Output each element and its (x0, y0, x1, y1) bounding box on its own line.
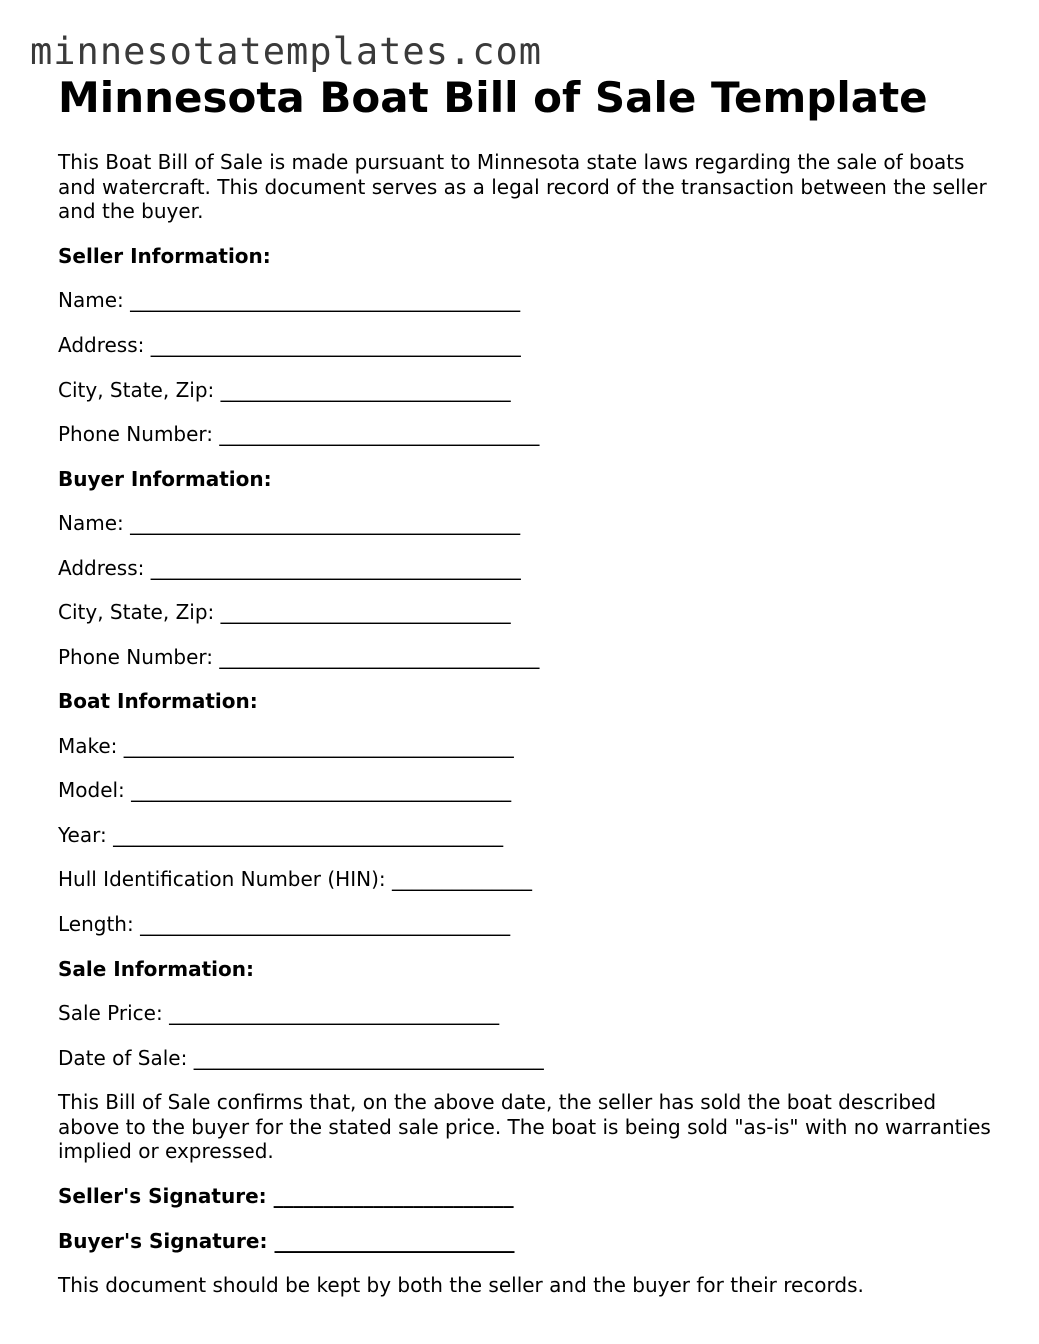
site-watermark: minnesotatemplates.com (30, 30, 543, 73)
sale-section-heading: Sale Information: (58, 957, 254, 981)
seller-name-blank: _______________________________________ (130, 288, 521, 312)
buyer-city-field (58, 600, 511, 624)
sale-price-label: Sale Price: (58, 1001, 163, 1025)
boat-length-blank: _____________________________________ (140, 912, 511, 936)
boat-model-label: Model: (58, 778, 125, 802)
buyer-city-label: City, State, Zip: (58, 600, 215, 624)
buyer-phone-blank: ________________________________ (219, 645, 540, 669)
boat-make-field (58, 734, 514, 758)
seller-section-heading: Seller Information: (58, 244, 271, 268)
sale-date-field (58, 1046, 544, 1070)
buyer-signature-blank: ________________________ (274, 1229, 515, 1253)
boat-model-field (58, 778, 511, 802)
buyer-name-label: Name: (58, 511, 124, 535)
seller-name-label: Name: (58, 288, 124, 312)
boat-year-blank: _______________________________________ (113, 823, 504, 847)
seller-city-field (58, 378, 511, 402)
intro-paragraph: This Boat Bill of Sale is made pursuant to Minnesota state laws regarding the sale of boats and watercraft. This document serves as a legal record of the transaction between the seller and the buyer. (58, 150, 987, 223)
sale-date-blank: ___________________________________ (193, 1046, 544, 1070)
seller-city-blank: _____________________________ (220, 378, 511, 402)
buyer-name-blank: _______________________________________ (130, 511, 521, 535)
boat-length-label: Length: (58, 912, 134, 936)
boat-year-field (58, 823, 503, 847)
boat-model-blank: ______________________________________ (131, 778, 512, 802)
seller-name-field (58, 288, 520, 312)
buyer-phone-label: Phone Number: (58, 645, 214, 669)
seller-signature-field (58, 1184, 514, 1208)
seller-city-label: City, State, Zip: (58, 378, 215, 402)
boat-year-label: Year: (58, 823, 107, 847)
seller-phone-field (58, 422, 539, 446)
boat-make-blank: _______________________________________ (123, 734, 514, 758)
buyer-signature-label: Buyer's Signature: (58, 1229, 268, 1253)
boat-hin-label: Hull Identification Number (HIN): (58, 867, 386, 891)
boat-hin-blank: ______________ (391, 867, 532, 891)
buyer-name-field (58, 511, 520, 535)
buyer-city-blank: _____________________________ (220, 600, 511, 624)
buyer-address-field (58, 556, 521, 580)
confirmation-paragraph: This Bill of Sale confirms that, on the above date, the seller has sold the boat described above to the buyer for the stated sale price. The boat is being sold "as-is" with no warranties implied or expressed. (58, 1090, 991, 1163)
seller-address-field (58, 333, 521, 357)
footer-note: This document should be kept by both the seller and the buyer for their records. (58, 1273, 864, 1297)
seller-phone-label: Phone Number: (58, 422, 214, 446)
seller-signature-label: Seller's Signature: (58, 1184, 267, 1208)
page-title: Minnesota Boat Bill of Sale Template (58, 73, 928, 122)
buyer-phone-field (58, 645, 539, 669)
boat-section-heading: Boat Information: (58, 689, 258, 713)
seller-phone-blank: ________________________________ (219, 422, 540, 446)
seller-address-label: Address: (58, 333, 145, 357)
sale-price-blank: _________________________________ (169, 1001, 500, 1025)
sale-date-label: Date of Sale: (58, 1046, 188, 1070)
seller-signature-blank: ________________________ (273, 1184, 514, 1208)
sale-price-field (58, 1001, 499, 1025)
seller-address-blank: _____________________________________ (150, 333, 521, 357)
buyer-signature-field (58, 1229, 514, 1253)
boat-make-label: Make: (58, 734, 118, 758)
boat-length-field (58, 912, 510, 936)
buyer-section-heading: Buyer Information: (58, 467, 272, 491)
buyer-address-blank: _____________________________________ (150, 556, 521, 580)
boat-hin-field (58, 867, 532, 891)
buyer-address-label: Address: (58, 556, 145, 580)
